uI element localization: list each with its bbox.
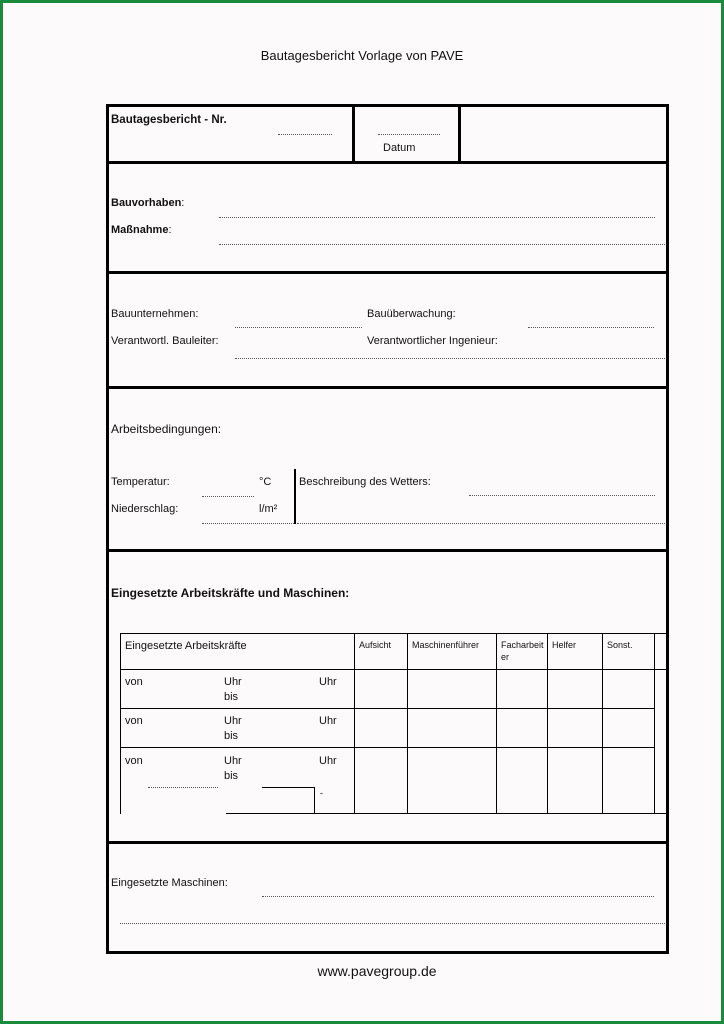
footer-url: www.pavegroup.de	[317, 963, 437, 979]
table-header-line	[120, 669, 669, 670]
table-row-line	[120, 747, 655, 748]
row-uhr-label: Uhr	[319, 715, 337, 727]
row-uhr-label: Uhr	[224, 715, 242, 727]
table-header-label: Eingesetzte Arbeitskräfte	[125, 640, 247, 652]
arbeitsbedingungen-heading: Arbeitsbedingungen:	[111, 422, 222, 436]
table-left-line	[120, 633, 121, 814]
page-title: Bautagesbericht Vorlage von PAVE	[260, 48, 464, 63]
niederschlag-unit: l/m²	[259, 503, 278, 515]
temperatur-field[interactable]	[202, 496, 254, 497]
row-bis-label: bis	[224, 730, 239, 742]
header-divider	[458, 104, 461, 162]
ingenieur-label: Verantwortlicher Ingenieur:	[367, 335, 498, 347]
bauunternehmen-label: Bauunternehmen:	[111, 308, 199, 320]
table-col-line	[602, 633, 603, 814]
massnahme-text: Maßnahme	[111, 224, 169, 236]
table-row-line	[120, 708, 655, 709]
row-from-label: von	[125, 755, 143, 767]
bauvorhaben-field[interactable]	[219, 217, 655, 218]
temperatur-label: Temperatur:	[111, 476, 170, 488]
table-top-line	[120, 633, 669, 634]
table-col-line	[547, 633, 548, 814]
row-mark: -	[320, 788, 323, 798]
table-col-line	[407, 633, 408, 814]
table-inner-line	[314, 787, 315, 814]
date-label: Datum	[383, 142, 416, 154]
header-divider	[352, 104, 355, 162]
row-time-field[interactable]	[148, 787, 218, 788]
row-uhr-label: Uhr	[319, 676, 337, 688]
section-divider	[106, 271, 669, 274]
table-col-line	[496, 633, 497, 814]
machines-field-2[interactable]	[120, 923, 665, 924]
column-maschinenfuehrer: Maschinenführer	[412, 640, 480, 650]
temperatur-unit: °C	[259, 476, 272, 488]
bauueberwachung-label: Bauüberwachung:	[367, 308, 456, 320]
wetter-field-2[interactable]	[297, 523, 665, 524]
column-facharbeiter-cont: er	[501, 652, 510, 662]
row-time-field[interactable]	[262, 787, 314, 788]
frame-left-border	[106, 104, 109, 954]
niederschlag-label: Niederschlag:	[111, 503, 179, 515]
bauvorhaben-colon: :	[181, 197, 185, 209]
section-divider	[106, 386, 669, 389]
bauvorhaben-label	[111, 197, 184, 210]
bauunternehmen-field[interactable]	[235, 327, 362, 328]
machines-label: Eingesetzte Maschinen:	[111, 877, 228, 889]
frame-bottom-border	[106, 951, 669, 954]
bauleiter-label: Verantwortl. Bauleiter:	[111, 335, 219, 347]
massnahme-field[interactable]	[219, 244, 665, 245]
row-uhr-label: Uhr	[224, 755, 242, 767]
bauleiter-ingenieur-field[interactable]	[235, 358, 665, 359]
column-aufsicht: Aufsicht	[359, 640, 392, 650]
section-divider	[106, 549, 669, 552]
massnahme-label	[111, 224, 172, 237]
column-helfer: Helfer	[552, 640, 577, 650]
bauueberwachung-field[interactable]	[528, 327, 654, 328]
bauvorhaben-text: Bauvorhaben	[111, 197, 182, 209]
row-bis-label: bis	[224, 770, 239, 782]
row-bis-label: bis	[224, 691, 239, 703]
column-sonst: Sonst.	[607, 640, 633, 650]
frame-right-border	[666, 104, 669, 954]
wetter-field[interactable]	[469, 495, 655, 496]
niederschlag-field[interactable]	[202, 523, 294, 524]
report-number-field[interactable]	[278, 134, 332, 135]
date-field[interactable]	[378, 134, 440, 135]
row-uhr-label: Uhr	[224, 676, 242, 688]
wetter-label: Beschreibung des Wetters:	[299, 476, 431, 488]
section-divider	[106, 841, 669, 844]
row-from-label: von	[125, 715, 143, 727]
conditions-divider	[294, 469, 296, 524]
massnahme-colon: :	[168, 224, 172, 236]
machines-field[interactable]	[262, 896, 654, 897]
report-number-label: Bautagesbericht - Nr.	[111, 114, 227, 126]
table-col-line	[354, 633, 355, 814]
section-divider	[106, 161, 669, 164]
workforce-heading: Eingesetzte Arbeitskräfte und Maschinen:	[111, 586, 350, 600]
table-col-line	[654, 633, 655, 814]
column-facharbeiter: Facharbeit	[501, 640, 544, 650]
row-uhr-label: Uhr	[319, 755, 337, 767]
row-from-label: von	[125, 676, 143, 688]
frame-top-border	[106, 104, 669, 107]
